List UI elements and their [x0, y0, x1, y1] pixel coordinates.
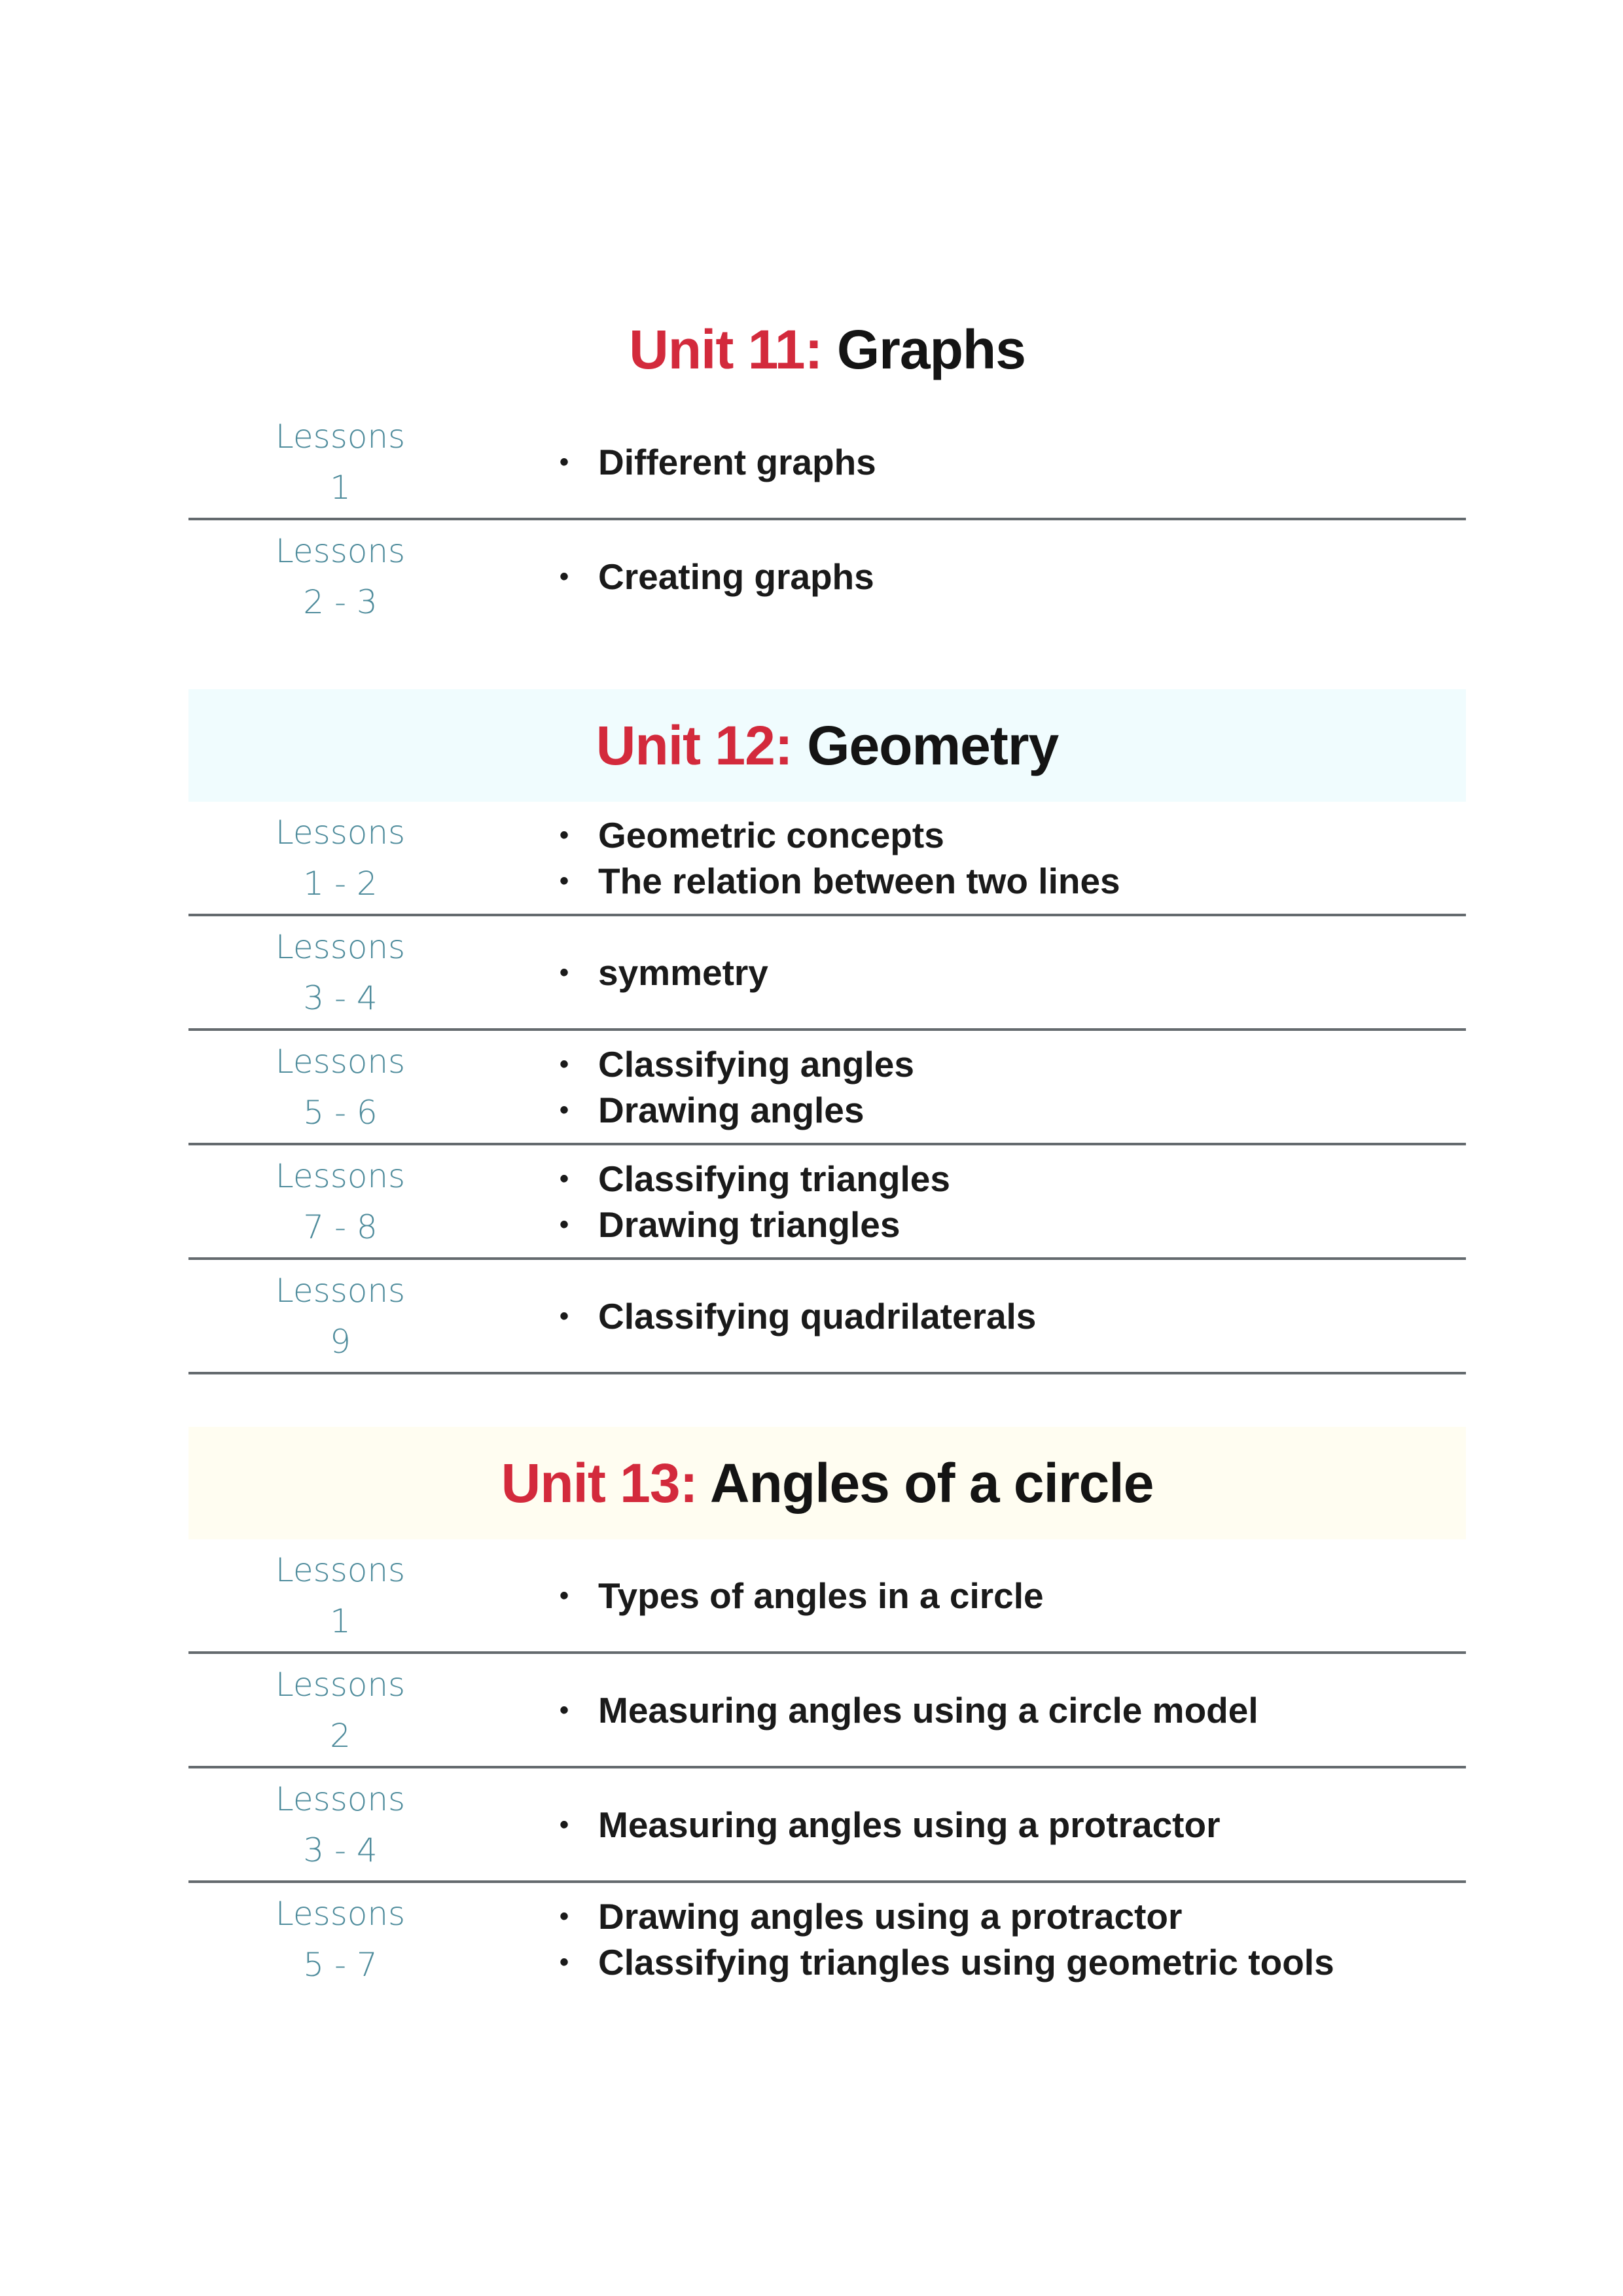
topic-text: Classifying angles — [598, 1043, 914, 1085]
bullet-icon: • — [559, 562, 569, 591]
topic-text: Creating graphs — [598, 556, 874, 597]
unit-12-section — [188, 689, 1466, 1374]
topic-item — [556, 1687, 1466, 1733]
unit-title — [629, 319, 1026, 380]
lessons-label: Lessons — [275, 1157, 406, 1195]
bullet-icon: • — [559, 1695, 569, 1725]
lessons-range: 3 - 4 — [303, 1831, 378, 1869]
topic-text: Drawing angles — [598, 1089, 865, 1130]
lessons-range: 5 - 6 — [303, 1093, 378, 1132]
topic-item — [556, 1802, 1466, 1848]
bullet-icon: • — [559, 866, 569, 895]
topic-text: Types of angles in a circle — [598, 1575, 1044, 1616]
topic-list — [556, 1768, 1466, 1880]
topic-text: Geometric concepts — [598, 814, 944, 855]
lessons-cell — [188, 916, 492, 1028]
topic-item — [556, 1087, 1466, 1133]
lesson-row — [188, 1768, 1466, 1883]
lessons-range: 5 - 7 — [303, 1945, 378, 1984]
lessons-range: 7 - 8 — [303, 1208, 378, 1246]
topic-text: Classifying triangles using geometric tools — [598, 1941, 1334, 1982]
lesson-row — [188, 520, 1466, 632]
lesson-row — [188, 916, 1466, 1031]
lesson-row — [188, 1145, 1466, 1260]
lessons-range: 2 - 3 — [303, 583, 378, 621]
bullet-icon: • — [559, 1049, 569, 1079]
topic-text: symmetry — [598, 952, 768, 993]
topic-list — [556, 1145, 1466, 1257]
lessons-label: Lessons — [275, 1551, 406, 1589]
topic-list — [556, 1539, 1466, 1651]
lessons-label: Lessons — [275, 1042, 406, 1081]
lessons-label: Lessons — [275, 1780, 406, 1818]
topic-text: Measuring angles using a circle model — [598, 1689, 1258, 1731]
unit-name: Angles of a circle — [709, 1452, 1154, 1514]
lesson-row — [188, 1031, 1466, 1145]
lessons-cell — [188, 802, 492, 914]
unit-label: Unit 13: — [501, 1452, 698, 1514]
lessons-cell — [188, 1031, 492, 1143]
lesson-row — [188, 1883, 1466, 1995]
lessons-cell — [188, 1654, 492, 1766]
bullet-icon: • — [559, 820, 569, 850]
bullet-icon: • — [559, 1095, 569, 1124]
unit-label: Unit 12: — [596, 715, 793, 776]
bullet-icon: • — [559, 958, 569, 987]
topic-item — [556, 1573, 1466, 1619]
lessons-cell — [188, 1260, 492, 1372]
topic-item — [556, 812, 1466, 858]
topic-list — [556, 520, 1466, 632]
unit-title — [501, 1452, 1154, 1514]
unit-name: Graphs — [836, 319, 1026, 380]
topic-list — [556, 1654, 1466, 1766]
lessons-cell — [188, 520, 492, 632]
bullet-icon: • — [559, 1164, 569, 1193]
lessons-cell — [188, 1883, 492, 1995]
bullet-icon: • — [559, 447, 569, 476]
lessons-cell — [188, 1145, 492, 1257]
unit-12-header — [188, 689, 1466, 802]
topic-item — [556, 1293, 1466, 1339]
unit-name: Geometry — [807, 715, 1059, 776]
bullet-icon: • — [559, 1947, 569, 1977]
lesson-row — [188, 1654, 1466, 1768]
unit-title — [596, 715, 1059, 776]
unit-label: Unit 11: — [629, 319, 823, 380]
lessons-range: 1 — [330, 468, 351, 507]
bullet-icon: • — [559, 1810, 569, 1839]
topic-text: Drawing triangles — [598, 1204, 901, 1245]
topic-list — [556, 802, 1466, 914]
bullet-icon: • — [559, 1901, 569, 1931]
topic-text: Different graphs — [598, 441, 876, 482]
lessons-range: 1 - 2 — [303, 864, 378, 903]
lessons-cell — [188, 1768, 492, 1880]
lesson-row — [188, 1539, 1466, 1654]
topic-item — [556, 1202, 1466, 1247]
lessons-label: Lessons — [275, 813, 406, 852]
lessons-label: Lessons — [275, 417, 406, 456]
lessons-label: Lessons — [275, 1894, 406, 1933]
topic-item — [556, 439, 1466, 485]
topic-list — [556, 406, 1466, 518]
lessons-label: Lessons — [275, 1665, 406, 1704]
lesson-row — [188, 1260, 1466, 1374]
topic-text: The relation between two lines — [598, 860, 1120, 901]
lesson-row — [188, 406, 1466, 520]
topic-item — [556, 1041, 1466, 1087]
topic-text: Drawing angles using a protractor — [598, 1895, 1183, 1937]
lessons-range: 9 — [330, 1322, 351, 1361]
topic-text: Classifying quadrilaterals — [598, 1295, 1037, 1336]
lessons-cell — [188, 406, 492, 518]
topic-item — [556, 1156, 1466, 1202]
topic-item — [556, 1939, 1466, 1985]
topic-list — [556, 916, 1466, 1028]
topic-list — [556, 1260, 1466, 1372]
unit-13-section — [188, 1427, 1466, 1995]
topic-list — [556, 1883, 1466, 1995]
topic-item — [556, 950, 1466, 996]
unit-11-header — [188, 293, 1466, 406]
lesson-row — [188, 802, 1466, 916]
topic-text: Measuring angles using a protractor — [598, 1804, 1221, 1845]
lessons-label: Lessons — [275, 1271, 406, 1310]
bullet-icon: • — [559, 1581, 569, 1610]
lessons-range: 2 — [330, 1716, 351, 1755]
bullet-icon: • — [559, 1301, 569, 1331]
lessons-range: 1 — [330, 1602, 351, 1640]
topic-text: Classifying triangles — [598, 1158, 950, 1199]
unit-11-section — [188, 293, 1466, 632]
lessons-cell — [188, 1539, 492, 1651]
lessons-label: Lessons — [275, 927, 406, 966]
lessons-range: 3 - 4 — [303, 978, 378, 1017]
topic-item — [556, 1893, 1466, 1939]
topic-item — [556, 554, 1466, 600]
unit-13-header — [188, 1427, 1466, 1539]
bullet-icon: • — [559, 1210, 569, 1239]
topic-item — [556, 858, 1466, 904]
topic-list — [556, 1031, 1466, 1143]
lessons-label: Lessons — [275, 531, 406, 570]
